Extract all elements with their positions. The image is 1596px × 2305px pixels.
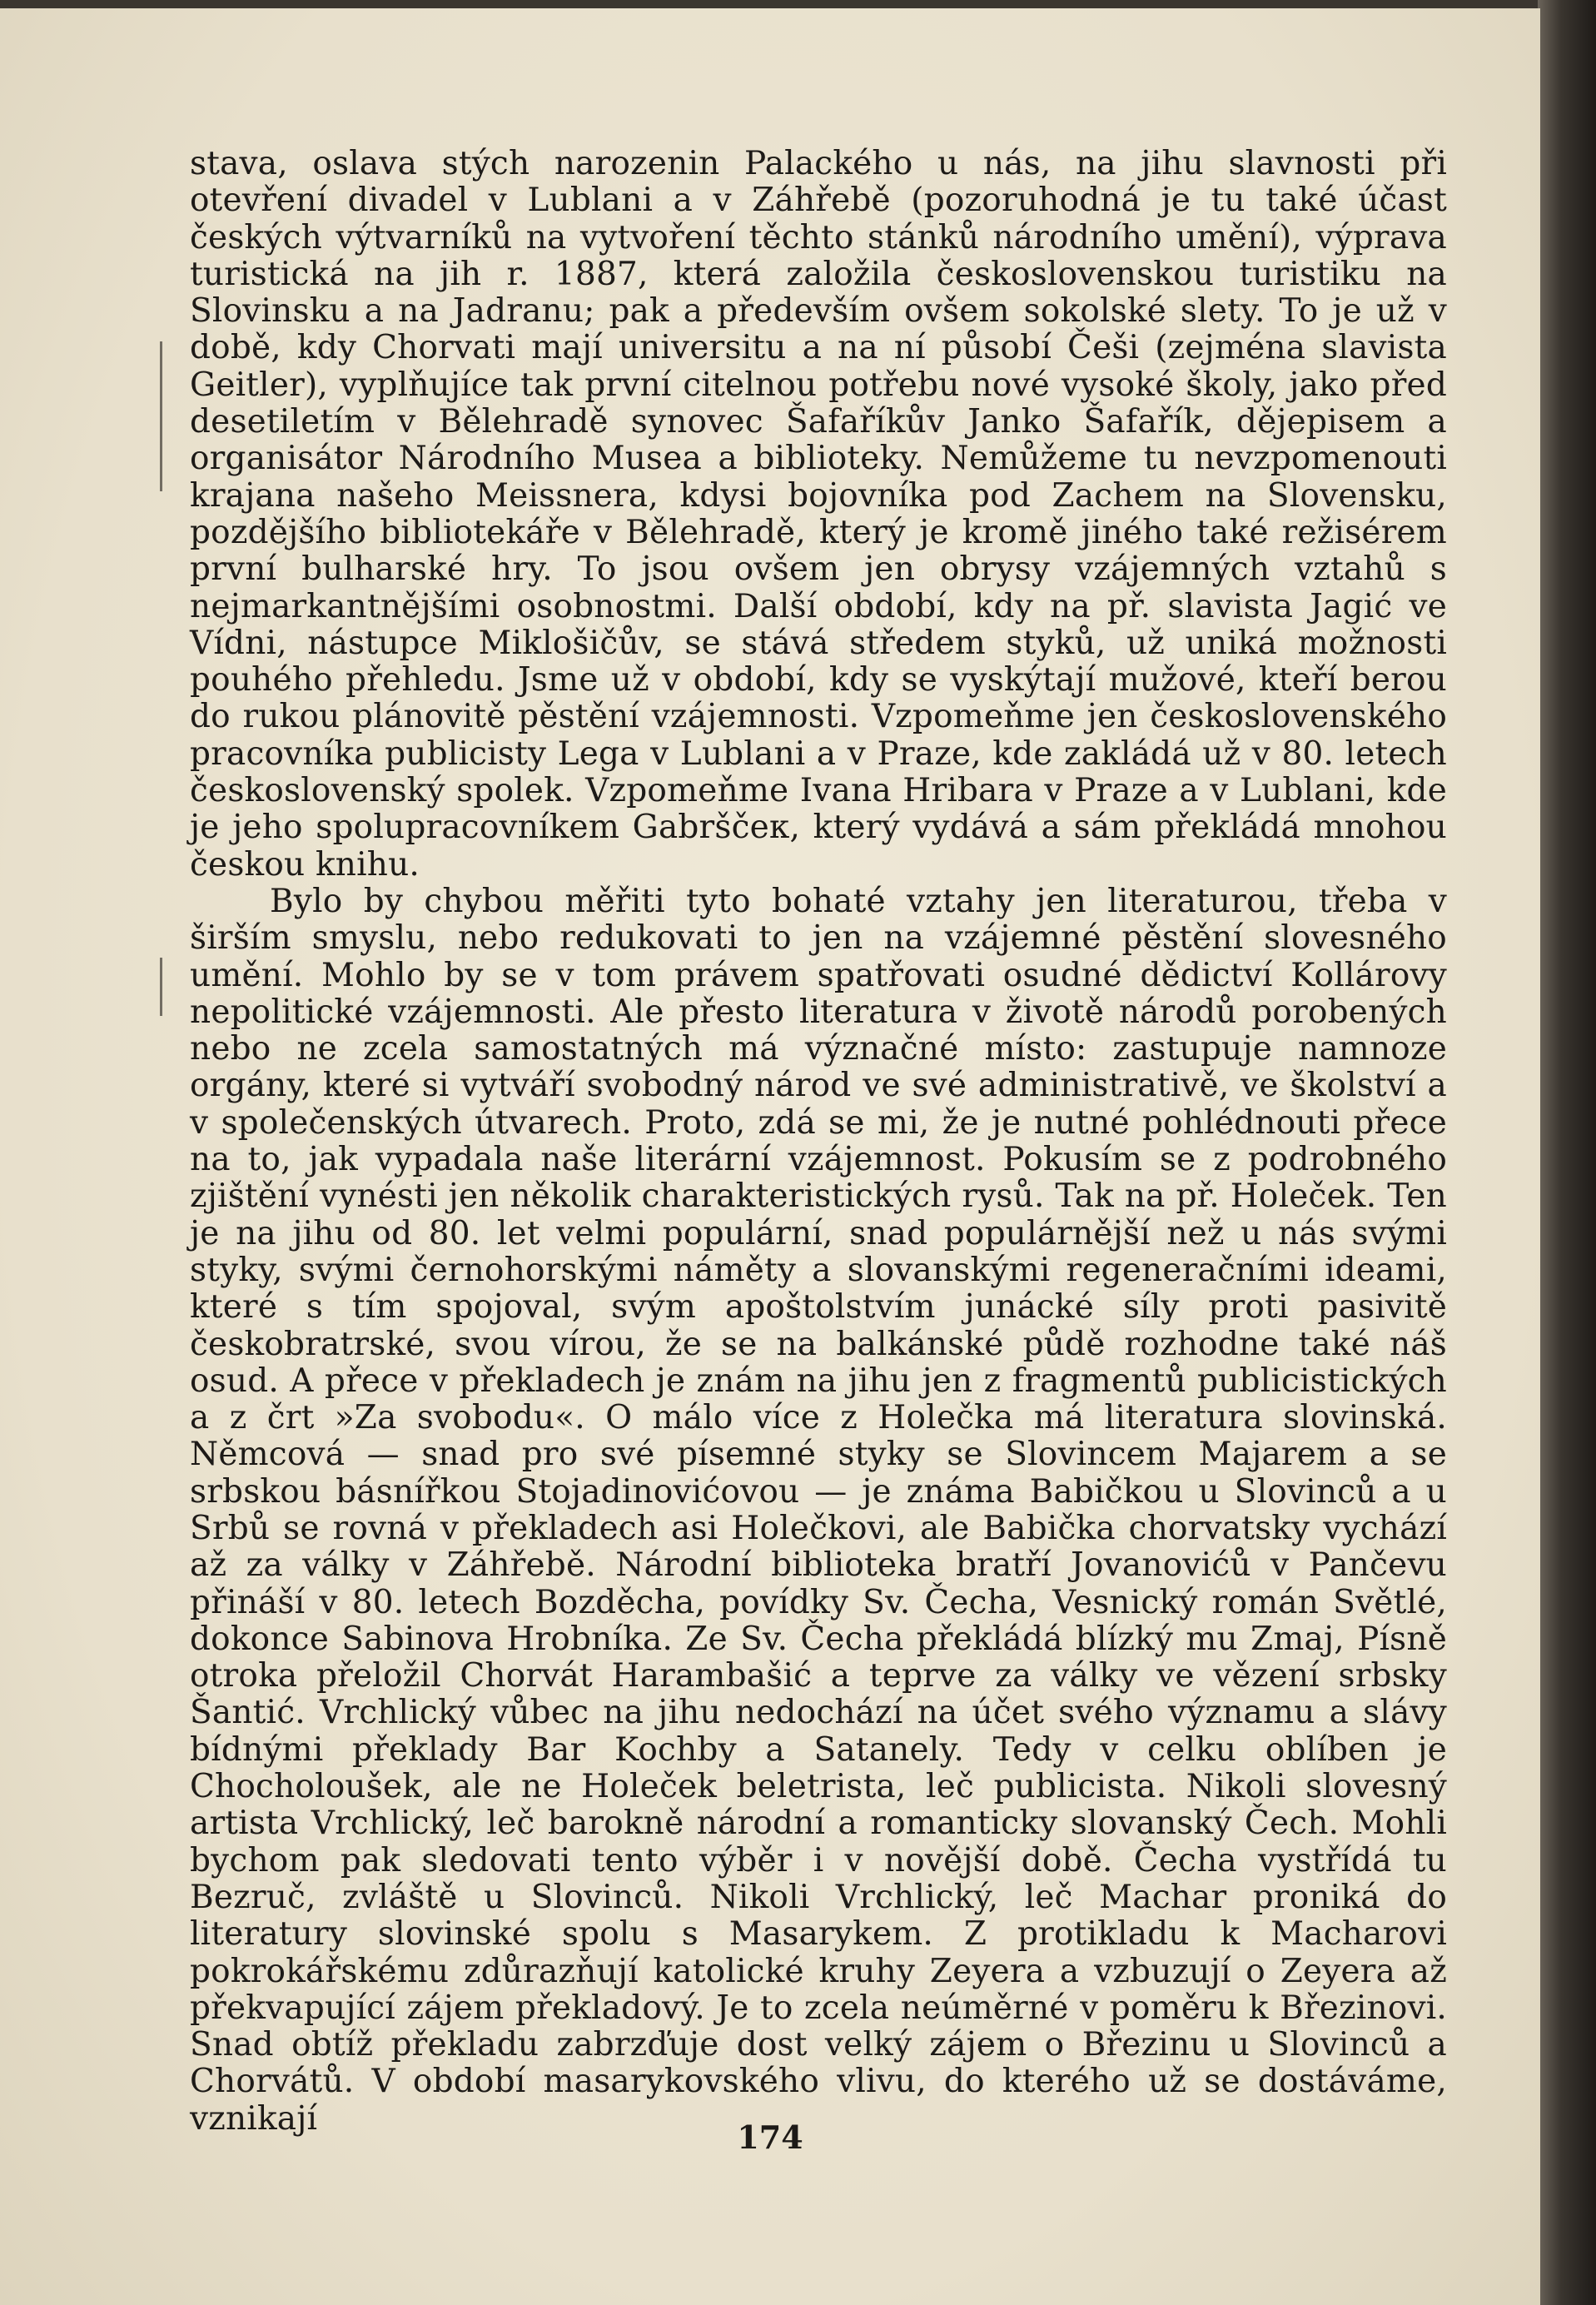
paragraph: Bylo by chybou měřiti tyto bohaté vztahy jen literaturou, třeba v širším smyslu, nebo redukovati to jen na vzájemné pěstění slovesného umění. Mohlo by se v tom právem spatřovati osudné dědictví Kollárovy nepolitické vzájemnosti. Ale přesto literatura v životě národů porobených nebo ne zcela samostatných má význačné místo: zastupuje namnoze orgány, které si vytváří svobodný národ ve své administrativě, ve školství a v společenských útvarech. Proto, zdá se mi, že je nutné pohlédnouti přece na to, jak vypadala naše literární vzájemnost. Pokusím se z podrobného zjištění vynésti jen několik charakteristických rysů. Tak na př. Holeček. Ten je na jihu od 80. let velmi populární, snad populárnější než u nás svými styky, svými černohorskými náměty a slovanskými regeneračními ideami, které s tím spojoval, svým apoštolstvím junácké síly proti pasivitě českobratrské, svou vírou, že se na balkánské půdě rozhodne také náš osud. A přece v překladech je znám na jihu jen z fragmentů publicistických a z črt »Za svobodu«. O málo více z Holečka má literatura slovinská. Němcová — snad pro své písemné styky se Slovincem Majarem a se srbskou básnířkou Stojadinovićovou — je známa Babičkou u Slovinců a u Srbů se rovná v překladech asi Holečkovi, ale Babička chorvatsky vychází až za války v Záhřebě. Národní biblioteka bratří Jovanovićů v Pančevu přináší v 80. letech Bozděcha, povídky Sv. Čecha, Vesnický román Světlé, dokonce Sabinova Hrobníka. Ze Sv. Čecha překládá blízký mu Zmaj, Písně otroka přeložil Chorvát Harambašić a teprve za války ve vězení srbsky Šantić. Vrchlický vůbec na jihu nedochází na účet svého významu a slávy bídnými překlady Bar Kochby a Satanely. Tedy v celku oblíben je Chocholoušek, ale ne Holeček beletrista, leč publicista. Nikoli slovesný artista Vrchlický, leč barokně národní a romanticky slovanský Čech. Mohli bychom pak sledovati tento výběr i v novější době. Čecha vystřídá tu Bezruč, zvláště u Slovinců. Nikoli Vrchlický, leč Machar proniká do literatury slovinské spolu s Masarykem. Z protikladu k Macharovi pokrokářskému zdůrazňují katolické kruhy Zeyera a vzbuzují o Zeyera až překvapující zájem překladový. Je to zcela neúměrné v poměru k Březinovi. Snad obtíž překladu zabrzďuje dost velký zájem o Březinu u Slovinců a Chorvátů. V období masarykovského vlivu, do kterého už se dostáváme, vznikají [190, 882, 1447, 2138]
margin-pencil-mark [160, 958, 162, 1016]
scan-border-right [1538, 0, 1596, 2305]
page-number: 174 [737, 2118, 803, 2156]
body-text [190, 146, 1447, 2138]
book-page [0, 8, 1540, 2305]
margin-pencil-mark [160, 341, 162, 491]
paragraph: stava, oslava stých narozenin Palackého u nás, na jihu slavnosti při otevření divadel v Lublani a v Záhřebě (pozoruhodná je tu také účast českých výtvarníků na vytvoření těchto stánků národního umění), výprava turistická na jih r. 1887, která založila československou turistiku na Slovinsku a na Jadranu; pak a především ovšem sokolské slety. To je už v době, kdy Chorvati mají universitu a na ní působí Češi (zejména slavista Geitler), vyplňujíce tak první citelnou potřebu nové vysoké školy, jako před desetiletím v Bělehradě synovec Šafaříkův Janko Šafařík, dějepisem a organisátor Národního Musea a biblioteky. Nemůžeme tu nevzpomenouti krajana našeho Meissnera, kdysi bojovníka pod Zachem na Slovensku, pozdějšího bibliotekáře v Bělehradě, který je kromě jiného také režisérem první bulharské hry. To jsou ovšem jen obrysy vzájemných vztahů s nejmarkantnějšími osobnostmi. Další období, kdy na př. slavista Jagić ve Vídni, nástupce Miklošičův, se stává středem styků, už uniká možnosti pouhého přehledu. Jsme už v období, kdy se vyskýtají mužové, kteří berou do rukou plánovitě pěstění vzájemnosti. Vzpomeňme jen československého pracovníka publicisty Lega v Lublani a v Praze, kde zakládá už v 80. letech československý spolek. Vzpomeňme Ivana Hribara v Praze a v Lublani, kde je jeho spolupracovníkem Gabrščeк, který vydává a sám překládá mnohou českou knihu. [190, 145, 1447, 884]
